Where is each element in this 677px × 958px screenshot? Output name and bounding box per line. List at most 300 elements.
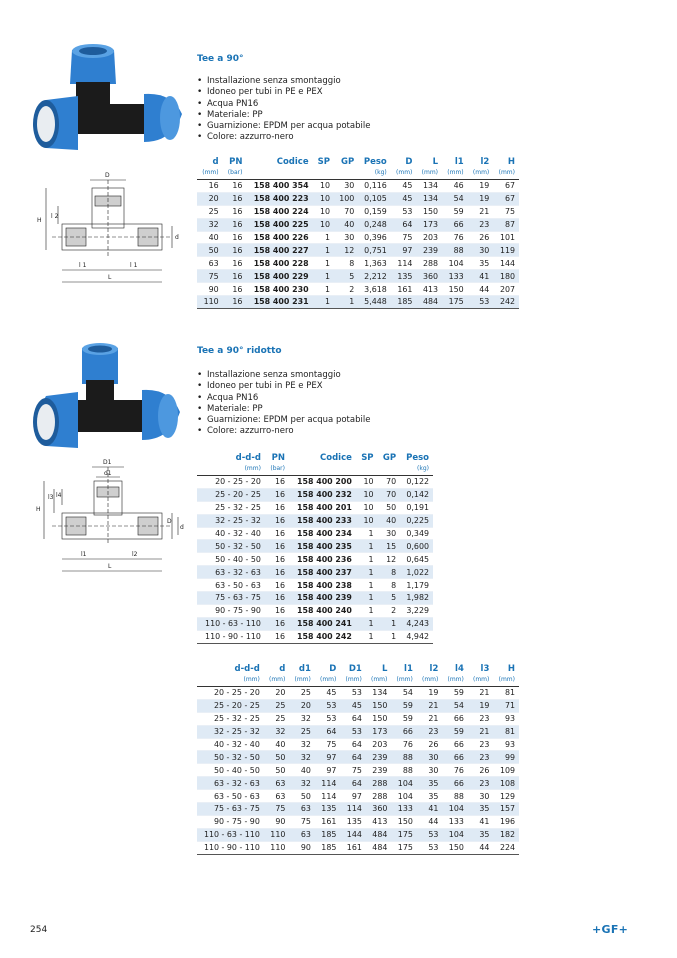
table-cell: 50 bbox=[264, 751, 290, 764]
table-cell: 99 bbox=[493, 751, 519, 764]
table-cell: 1 bbox=[313, 244, 334, 257]
product-code-cell: 158 400 236 bbox=[296, 554, 352, 564]
unit: (mm) bbox=[202, 169, 219, 176]
table-cell: 20 - 25 - 20 bbox=[214, 688, 260, 698]
table-cell: 32 bbox=[300, 740, 311, 749]
table-cell: 25 bbox=[300, 688, 311, 698]
table-cell: 59 bbox=[453, 688, 464, 698]
table-cell: 1 bbox=[324, 258, 331, 268]
table-cell: 35 bbox=[468, 828, 494, 841]
table-cell: 1 bbox=[391, 632, 397, 642]
table-cell: 87 bbox=[493, 218, 519, 231]
table-cell: 150 bbox=[372, 714, 388, 724]
table-cell: 25 bbox=[208, 207, 219, 217]
col-ddd: d-d-d bbox=[235, 453, 261, 463]
unit: (mm) bbox=[421, 676, 439, 683]
section2-feature-list bbox=[197, 370, 370, 438]
table-cell: 19 bbox=[468, 699, 494, 712]
product-code-cell: 158 400 242 bbox=[296, 632, 352, 642]
table-cell: 288 bbox=[372, 791, 388, 801]
table-cell: 1 bbox=[334, 296, 358, 309]
table-row bbox=[197, 790, 519, 803]
table-cell: 30 bbox=[344, 233, 355, 242]
table-cell: 110 - 90 - 110 bbox=[205, 632, 261, 642]
table-cell: 16 bbox=[232, 284, 243, 294]
table-cell: 93 bbox=[504, 714, 515, 724]
section1-feature-list bbox=[197, 76, 370, 144]
unit bbox=[246, 168, 312, 180]
col-d: d bbox=[212, 157, 219, 167]
unit: (mm) bbox=[370, 676, 388, 683]
table-cell: 16 bbox=[274, 529, 285, 538]
table-cell: 185 bbox=[391, 296, 417, 309]
table-cell: 66 bbox=[453, 740, 464, 749]
table-row bbox=[197, 803, 519, 816]
drawing-label-L: L bbox=[108, 274, 112, 281]
table-cell: 90 - 75 - 90 bbox=[215, 606, 261, 616]
table-cell: 16 bbox=[274, 580, 285, 590]
product-code-cell: 158 400 200 bbox=[296, 477, 352, 487]
table-cell: 173 bbox=[366, 725, 392, 738]
product-code-cell: 158 400 201 bbox=[296, 503, 352, 513]
drawing-label-l3: l3 bbox=[48, 494, 54, 501]
table-cell: 63 bbox=[264, 777, 290, 790]
col-d: d bbox=[279, 664, 286, 674]
table-cell: 135 bbox=[391, 270, 417, 283]
table-row bbox=[197, 270, 519, 283]
table-cell: 185 bbox=[315, 828, 341, 841]
table-cell: 104 bbox=[448, 258, 464, 268]
table-cell: 45 bbox=[402, 181, 413, 191]
table-cell: 40 bbox=[378, 514, 401, 527]
table-cell: 64 bbox=[351, 714, 362, 724]
product-code-cell: 158 400 224 bbox=[253, 207, 309, 217]
table-cell: 16 bbox=[232, 181, 243, 191]
table-cell: 133 bbox=[391, 803, 417, 816]
table-cell: 23 bbox=[468, 218, 494, 231]
table-cell: 114 bbox=[321, 791, 337, 801]
table-cell: 26 bbox=[479, 765, 490, 775]
product-code-cell: 158 400 237 bbox=[289, 566, 356, 579]
table-cell: 5,448 bbox=[358, 296, 391, 309]
product-code-cell: 158 400 238 bbox=[296, 580, 352, 590]
table-cell: 90 bbox=[208, 284, 219, 294]
col-pn: PN bbox=[229, 157, 243, 167]
table-cell: 161 bbox=[346, 843, 362, 853]
table-cell: 50 bbox=[386, 503, 397, 513]
table-cell: 16 bbox=[223, 244, 247, 257]
table-cell: 45 bbox=[340, 699, 366, 712]
table-cell: 71 bbox=[493, 699, 519, 712]
table-cell: 25 bbox=[289, 725, 315, 738]
table-cell: 54 bbox=[402, 688, 413, 698]
table-cell: 104 bbox=[442, 828, 468, 841]
product-code-cell: 158 400 234 bbox=[296, 529, 352, 538]
table-row bbox=[197, 738, 519, 751]
table-cell: 45 bbox=[391, 192, 417, 205]
table-cell: 12 bbox=[386, 554, 397, 564]
unit: (bar) bbox=[227, 169, 243, 176]
table-cell: 16 bbox=[265, 617, 289, 630]
col-ddd: d-d-d bbox=[234, 664, 260, 674]
table-cell: 16 bbox=[223, 218, 247, 231]
col-sp: SP bbox=[361, 453, 374, 463]
table-cell: 75 bbox=[197, 270, 223, 283]
feature-item: • Colore: azzurro-nero bbox=[197, 426, 370, 437]
unit: (mm) bbox=[396, 676, 413, 683]
table-cell: 1 bbox=[368, 554, 374, 564]
table-cell: 182 bbox=[493, 828, 519, 841]
table-cell: 93 bbox=[504, 740, 515, 749]
table-row bbox=[197, 687, 519, 700]
table-cell: 25 - 32 - 25 bbox=[214, 714, 260, 724]
table-cell: 1 bbox=[356, 592, 378, 605]
table-cell: 1 bbox=[368, 580, 374, 590]
table-cell: 63 - 32 - 63 bbox=[197, 566, 265, 579]
table-cell: 104 bbox=[442, 803, 468, 816]
table-cell: 44 bbox=[479, 284, 490, 294]
table-cell: 59 bbox=[453, 207, 464, 217]
table-cell: 110 bbox=[197, 296, 223, 309]
col-D: D bbox=[405, 157, 413, 167]
col-sp: SP bbox=[317, 157, 331, 167]
table-cell: 44 bbox=[479, 843, 490, 853]
table-cell: 134 bbox=[416, 192, 442, 205]
table-cell: 63 - 50 - 63 bbox=[215, 580, 261, 590]
table-cell: 413 bbox=[372, 817, 388, 827]
table-cell: 50 - 40 - 50 bbox=[214, 765, 260, 775]
col-d1: d1 bbox=[298, 664, 311, 674]
table-row bbox=[197, 828, 519, 841]
table-cell: 135 bbox=[346, 817, 362, 827]
table-cell: 16 bbox=[223, 296, 247, 309]
feature-item: • Acqua PN16 bbox=[197, 99, 370, 110]
section1-table-body bbox=[197, 180, 519, 309]
table-cell: 150 bbox=[397, 817, 413, 827]
table-cell: 50 bbox=[197, 244, 223, 257]
unit: (mm) bbox=[472, 169, 490, 176]
drawing-label-d1: d1 bbox=[104, 470, 112, 477]
product-code-cell: 158 400 223 bbox=[246, 192, 312, 205]
table-row bbox=[197, 527, 433, 540]
product-code-cell: 158 400 239 bbox=[289, 592, 356, 605]
unit bbox=[313, 168, 334, 180]
table-cell: 41 bbox=[417, 803, 443, 816]
table-cell: 484 bbox=[372, 843, 388, 853]
section2-table1-body bbox=[197, 476, 433, 644]
feature-item: • Materiale: PP bbox=[197, 404, 370, 415]
drawing-label-l1: l1 bbox=[81, 551, 87, 558]
table-cell: 5 bbox=[334, 270, 358, 283]
table-cell: 0,105 bbox=[358, 192, 391, 205]
table-cell: 50 bbox=[275, 765, 286, 775]
unit: (bar) bbox=[270, 465, 285, 472]
table-cell: 90 bbox=[275, 817, 286, 827]
table-cell: 16 bbox=[274, 632, 285, 642]
unit: (mm) bbox=[268, 676, 286, 683]
table-cell: 175 bbox=[391, 828, 417, 841]
table-cell: 10 bbox=[363, 477, 374, 487]
table-cell: 104 bbox=[391, 777, 417, 790]
table-cell: 19 bbox=[428, 688, 439, 698]
drawing-label-l2: l2 bbox=[132, 551, 138, 558]
tee-90-product-photo bbox=[32, 42, 187, 171]
table-cell: 90 - 75 - 90 bbox=[214, 817, 260, 827]
table-cell: 110 - 63 - 110 bbox=[197, 617, 265, 630]
feature-item: • Acqua PN16 bbox=[197, 393, 370, 404]
unit: (mm) bbox=[396, 169, 413, 176]
table-cell: 185 bbox=[321, 843, 337, 853]
table-cell: 16 bbox=[223, 192, 247, 205]
table-cell: 0,396 bbox=[364, 233, 387, 242]
col-H: H bbox=[507, 157, 515, 167]
table-row bbox=[197, 764, 519, 777]
table-cell: 150 bbox=[422, 207, 439, 217]
table-cell: 129 bbox=[499, 791, 515, 801]
table-cell: 67 bbox=[493, 192, 519, 205]
table-cell: 23 bbox=[479, 740, 490, 749]
table-cell: 0,116 bbox=[364, 181, 387, 191]
table-cell: 1 bbox=[368, 529, 374, 538]
table-cell: 76 bbox=[453, 765, 464, 775]
table-cell: 16 bbox=[265, 592, 289, 605]
unit: (mm) bbox=[243, 676, 260, 683]
drawing-label-D: D bbox=[167, 518, 172, 525]
table-cell: 75 - 63 - 75 bbox=[197, 803, 264, 816]
col-codice: Codice bbox=[276, 157, 309, 167]
unit bbox=[378, 464, 401, 476]
table-cell: 3,618 bbox=[364, 284, 387, 294]
table-cell: 32 bbox=[300, 714, 311, 724]
table-cell: 4,942 bbox=[406, 632, 429, 642]
table-cell: 41 bbox=[479, 817, 490, 827]
table-cell: 19 bbox=[479, 181, 490, 191]
table-cell: 30 bbox=[479, 791, 490, 801]
table-cell: 10 bbox=[356, 488, 378, 501]
table-row bbox=[197, 476, 433, 489]
table-cell: 150 bbox=[366, 699, 392, 712]
col-H: H bbox=[507, 664, 515, 674]
table-cell: 81 bbox=[493, 725, 519, 738]
table-cell: 20 - 25 - 20 bbox=[215, 477, 261, 487]
table-row bbox=[197, 699, 519, 712]
table-cell: 40 bbox=[275, 740, 286, 749]
drawing-label-d: d bbox=[180, 524, 184, 531]
table-row bbox=[197, 205, 519, 218]
table-cell: 53 bbox=[351, 688, 362, 698]
table-cell: 8 bbox=[391, 580, 397, 590]
table-cell: 50 - 32 - 50 bbox=[197, 751, 264, 764]
product-code-cell: 158 400 230 bbox=[253, 284, 309, 294]
feature-item: • Colore: azzurro-nero bbox=[197, 132, 370, 143]
product-code-cell: 158 400 226 bbox=[253, 233, 309, 242]
feature-item: • Installazione senza smontaggio bbox=[197, 76, 370, 87]
col-gp: GP bbox=[341, 157, 355, 167]
section2-spec-table bbox=[197, 453, 433, 644]
table-units-row bbox=[197, 464, 433, 476]
table-cell: 114 bbox=[397, 258, 413, 268]
table-row bbox=[197, 218, 519, 231]
table-row bbox=[197, 579, 433, 592]
unit: (kg) bbox=[374, 169, 387, 176]
section2-table2-body bbox=[197, 687, 519, 855]
table-cell: 16 bbox=[265, 540, 289, 553]
tee-90-reduced-product-photo bbox=[32, 340, 182, 469]
feature-item: • Materiale: PP bbox=[197, 110, 370, 121]
table-cell: 35 bbox=[417, 777, 443, 790]
table-row bbox=[197, 192, 519, 205]
drawing-label-d: d bbox=[175, 234, 179, 241]
table-cell: 59 bbox=[402, 714, 413, 724]
table-cell: 50 - 40 - 50 bbox=[215, 554, 261, 564]
table-cell: 75 bbox=[351, 765, 362, 775]
table-cell: 175 bbox=[397, 843, 413, 853]
table-cell: 66 bbox=[391, 725, 417, 738]
table-cell: 108 bbox=[493, 777, 519, 790]
table-cell: 44 bbox=[428, 817, 439, 827]
table-cell: 4,243 bbox=[400, 617, 433, 630]
table-cell: 21 bbox=[479, 207, 490, 217]
table-row bbox=[197, 604, 433, 617]
table-cell: 203 bbox=[372, 740, 388, 749]
table-cell: 1 bbox=[356, 617, 378, 630]
table-cell: 288 bbox=[366, 777, 392, 790]
table-cell: 54 bbox=[442, 192, 468, 205]
col-L: L bbox=[381, 664, 388, 674]
col-D1: D1 bbox=[348, 664, 362, 674]
product-code-cell: 158 400 232 bbox=[289, 488, 356, 501]
table-cell: 53 bbox=[468, 296, 494, 309]
table-row bbox=[197, 553, 433, 566]
table-cell: 1,022 bbox=[400, 566, 433, 579]
table-cell: 59 bbox=[442, 725, 468, 738]
table-cell: 0,248 bbox=[358, 218, 391, 231]
unit bbox=[289, 464, 356, 476]
unit: (mm) bbox=[447, 169, 464, 176]
table-cell: 50 bbox=[300, 791, 311, 801]
table-cell: 10 bbox=[313, 192, 334, 205]
table-cell: 90 bbox=[300, 843, 311, 853]
table-cell: 161 bbox=[397, 284, 413, 294]
table-cell: 63 - 32 - 63 bbox=[197, 777, 264, 790]
table-cell: 144 bbox=[340, 828, 366, 841]
col-D: D bbox=[329, 664, 337, 674]
table-row bbox=[197, 841, 519, 854]
table-cell: 32 bbox=[264, 725, 290, 738]
table-cell: 53 bbox=[428, 843, 439, 853]
table-cell: 26 bbox=[479, 233, 490, 242]
table-cell: 32 bbox=[289, 777, 315, 790]
table-cell: 45 bbox=[326, 688, 337, 698]
tee-90-technical-drawing bbox=[32, 166, 192, 295]
table-cell: 63 - 50 - 63 bbox=[214, 791, 260, 801]
feature-item: • Installazione senza smontaggio bbox=[197, 370, 370, 381]
table-cell: 161 bbox=[321, 817, 337, 827]
table-cell: 70 bbox=[344, 207, 355, 217]
table-cell: 239 bbox=[372, 765, 388, 775]
table-cell: 54 bbox=[442, 699, 468, 712]
unit: (mm) bbox=[319, 676, 337, 683]
table-row bbox=[197, 488, 433, 501]
col-l4: l4 bbox=[455, 664, 464, 674]
section2-title: Tee a 90° ridotto bbox=[197, 346, 282, 356]
table-cell: 53 bbox=[326, 714, 337, 724]
table-cell: 97 bbox=[315, 751, 341, 764]
product-code-cell: 158 400 225 bbox=[246, 218, 312, 231]
col-l3: l3 bbox=[480, 664, 490, 674]
table-cell: 196 bbox=[499, 817, 515, 827]
table-cell: 63 bbox=[289, 828, 315, 841]
table-cell: 75 bbox=[264, 803, 290, 816]
table-cell: 0,349 bbox=[406, 529, 429, 538]
table-cell: 0,600 bbox=[400, 540, 433, 553]
unit bbox=[356, 464, 378, 476]
table-cell: 67 bbox=[504, 181, 515, 191]
table-cell: 135 bbox=[315, 803, 341, 816]
table-cell: 114 bbox=[340, 803, 366, 816]
drawing-label-L: L bbox=[108, 563, 112, 570]
table-row bbox=[197, 815, 519, 828]
table-row bbox=[197, 283, 519, 296]
table-cell: 360 bbox=[416, 270, 442, 283]
product-code-cell: 158 400 241 bbox=[289, 617, 356, 630]
table-cell: 63 bbox=[208, 258, 219, 268]
table-row bbox=[197, 257, 519, 270]
table-cell: 30 bbox=[386, 529, 397, 538]
drawing-label-H: H bbox=[36, 506, 41, 513]
table-cell: 133 bbox=[442, 270, 468, 283]
table-cell: 46 bbox=[453, 181, 464, 191]
table-cell: 203 bbox=[422, 233, 439, 242]
product-code-cell: 158 400 354 bbox=[253, 181, 309, 191]
table-row bbox=[197, 777, 519, 790]
table-cell: 157 bbox=[493, 803, 519, 816]
table-cell: 19 bbox=[468, 192, 494, 205]
table-cell: 23 bbox=[468, 751, 494, 764]
table-cell: 32 - 25 - 32 bbox=[197, 725, 264, 738]
table-cell: 2 bbox=[349, 284, 355, 294]
table-cell: 20 bbox=[289, 699, 315, 712]
table-cell: 1 bbox=[378, 617, 401, 630]
table-cell: 63 bbox=[275, 791, 286, 801]
unit: (mm) bbox=[421, 169, 439, 176]
table-cell: 21 bbox=[479, 688, 490, 698]
table-cell: 97 bbox=[391, 244, 417, 257]
table-cell: 2,212 bbox=[358, 270, 391, 283]
drawing-label-l1-right: l 1 bbox=[130, 262, 138, 269]
drawing-label-l1-left: l 1 bbox=[79, 262, 87, 269]
col-l1: l1 bbox=[454, 157, 464, 167]
table-row bbox=[197, 231, 519, 244]
table-cell: 16 bbox=[274, 606, 285, 616]
table-row bbox=[197, 501, 433, 514]
product-code-cell: 158 400 233 bbox=[289, 514, 356, 527]
table-cell: 64 bbox=[351, 740, 362, 749]
table-cell: 53 bbox=[315, 699, 341, 712]
table-cell: 100 bbox=[334, 192, 358, 205]
table-cell: 360 bbox=[366, 803, 392, 816]
product-code-cell: 158 400 235 bbox=[289, 540, 356, 553]
table-cell: 110 - 63 - 110 bbox=[197, 828, 264, 841]
table-cell: 15 bbox=[378, 540, 401, 553]
unit: (mm) bbox=[447, 676, 464, 683]
unit bbox=[334, 168, 358, 180]
unit: (mm) bbox=[294, 676, 311, 683]
table-cell: 10 bbox=[313, 218, 334, 231]
table-cell: 0,225 bbox=[400, 514, 433, 527]
table-cell: 76 bbox=[402, 740, 413, 749]
table-cell: 30 bbox=[417, 751, 443, 764]
